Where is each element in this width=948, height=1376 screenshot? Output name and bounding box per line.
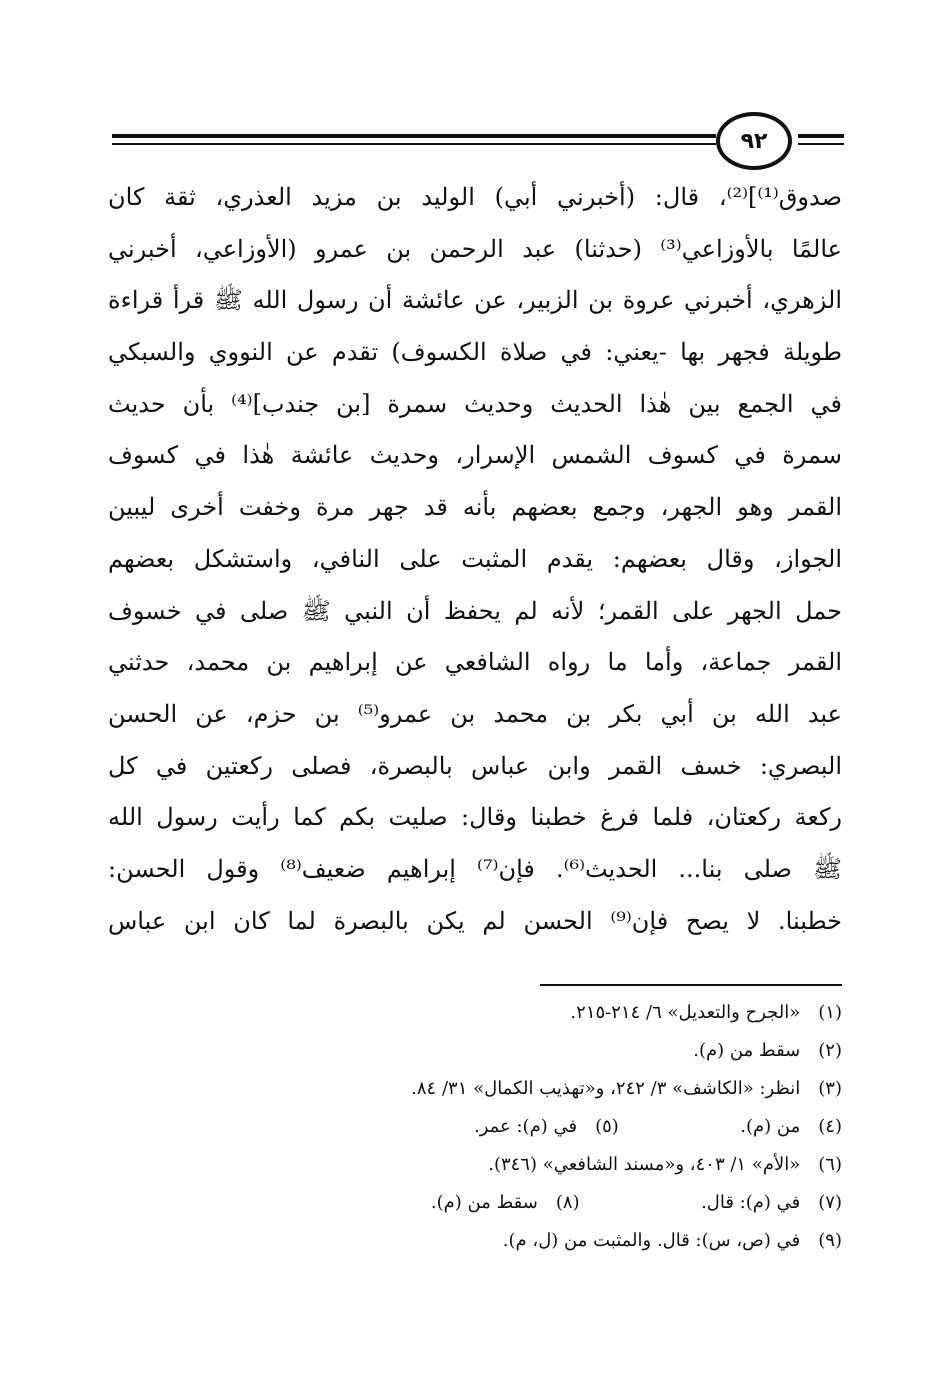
header-rule-thin-right bbox=[798, 143, 844, 145]
footnote-separator bbox=[540, 984, 842, 986]
footnote-number: (٦) bbox=[818, 1154, 842, 1175]
footnote-text: من (م). bbox=[740, 1116, 801, 1137]
text-line: الزهري، أخبرني عروة بن الزبير، عن عائشة أن رسول الله ﷺ قرأ قراءة bbox=[108, 286, 842, 315]
footnote-text: في (ص، س): قال. والمثبت من (ل، م). bbox=[502, 1230, 801, 1251]
footnote-7-8 bbox=[108, 1184, 842, 1222]
footnote-number: (٥) bbox=[595, 1116, 619, 1137]
text-line: القمر جماعة، وأما ما رواه الشافعي عن إبراهيم بن محمد، حدثني bbox=[108, 648, 842, 677]
text-line: البصري: خسف القمر وابن عباس بالبصرة، فصلى ركعتين في كل bbox=[108, 751, 842, 780]
footnote-number: (٩) bbox=[818, 1230, 842, 1251]
footnote-6 bbox=[108, 1146, 842, 1184]
text-line: القمر وهو الجهر، وجمع بعضهم بأنه قد جهر مرة وخفت أخرى ليبين bbox=[108, 493, 842, 522]
text-line: طويلة فجهر بها -يعني: في صلاة الكسوف) تقدم عن النووي والسبكي bbox=[108, 338, 842, 367]
footnote-1 bbox=[108, 994, 842, 1032]
header-rule-thick-right bbox=[798, 134, 844, 138]
footnote-2 bbox=[108, 1032, 842, 1070]
footnote-text: في (م): قال. bbox=[701, 1192, 801, 1213]
text-line: ﷺ صلى بنا... الحديث⁽⁶⁾. فإن⁽⁷⁾ إبراهيم ضعيف⁽⁸⁾ وقول الحسن: bbox=[108, 854, 842, 883]
text-line: خطبنا. لا يصح فإن⁽⁹⁾ الحسن لم يكن بالبصرة لما كان ابن عباس bbox=[108, 906, 842, 935]
footnote-number: (١) bbox=[818, 1002, 842, 1023]
footnote-number: (٧) bbox=[818, 1192, 842, 1213]
footnote-9 bbox=[108, 1222, 842, 1260]
text-line: عالمًا بالأوزاعي⁽³⁾ (حدثنا) عبد الرحمن بن عمرو (الأوزاعي، أخبرني bbox=[108, 234, 842, 263]
footnote-text: سقط من (م). bbox=[430, 1192, 538, 1213]
text-line: ركعة ركعتان، فلما فرغ خطبنا وقال: صليت بكم كما رأيت رسول الله bbox=[108, 803, 842, 832]
text-line: الجواز، وقال بعضهم: يقدم المثبت على النافي، واستشكل بعضهم bbox=[108, 544, 842, 573]
footnote-text: «الأم» ١/ ٤٠٣، و«مسند الشافعي» (٣٤٦). bbox=[488, 1154, 801, 1175]
page-number-badge bbox=[716, 112, 792, 170]
footnote-number: (٣) bbox=[818, 1078, 842, 1099]
page-number: ٩٢ bbox=[740, 128, 768, 154]
header-rule-thick bbox=[112, 134, 716, 138]
footnote-number: (٨) bbox=[555, 1192, 580, 1213]
text-line: صدوق⁽¹⁾]⁽²⁾، قال: (أخبرني أبي) الوليد بن مزيد العذري، ثقة كان bbox=[108, 183, 842, 211]
text-line: سمرة في كسوف الشمس الإسرار، وحديث عائشة هٰذا في كسوف bbox=[108, 441, 842, 470]
footnote-3 bbox=[108, 1070, 842, 1108]
header-rule-thin bbox=[112, 143, 716, 145]
footnote-text: «الجرح والتعديل» ٦/ ٢١٤-٢١٥. bbox=[570, 1002, 801, 1023]
footnote-text: في (م): عمر. bbox=[473, 1116, 578, 1137]
footnote-text: انظر: «الكاشف» ٣/ ٢٤٢، و«تهذيب الكمال» ٣١/ ٨٤. bbox=[411, 1078, 801, 1099]
footnote-number: (٤) bbox=[818, 1116, 842, 1137]
text-line: عبد الله بن أبي بكر بن محمد بن عمرو⁽⁵⁾ بن حزم، عن الحسن bbox=[108, 699, 842, 728]
footnote-number: (٢) bbox=[818, 1040, 842, 1061]
text-line: حمل الجهر على القمر؛ لأنه لم يحفظ أن النبي ﷺ صلى في خسوف bbox=[108, 596, 842, 625]
text-line: في الجمع بين هٰذا الحديث وحديث سمرة [بن جندب]⁽⁴⁾ بأن حديث bbox=[108, 389, 842, 418]
footnotes bbox=[108, 994, 842, 1260]
footnote-text: سقط من (م). bbox=[693, 1040, 801, 1061]
footnote-4-5 bbox=[108, 1108, 842, 1146]
main-text bbox=[108, 172, 842, 947]
